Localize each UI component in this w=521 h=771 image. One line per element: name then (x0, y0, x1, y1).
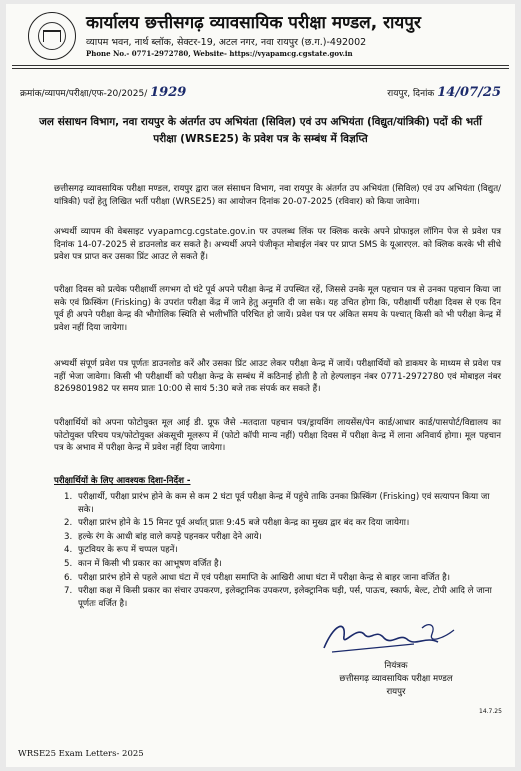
paragraph-3: परीक्षा दिवस को प्रत्येक परीक्षार्थी लगभग दो घंटे पूर्व अपने परीक्षा केन्द्र में उपस्थित रहें, जिससे उनके मूल पहचान पत्र से उनका पहचान किया जा सके एवं फ्रिस्किंग (Frisking) के उपरांत परीक्षा केंद्र में जाने हेतु अनुमति दी जा सके। यह उचित होगा कि, परीक्षार्थी परीक्षा दिवस से एक दिन पूर्व ही अपने परीक्षा केन्द्र की भौगोलिक स्थिति से भलीभाँति परिचित हो जायें। प्रवेश पत्र पर अंकित समय के पश्चात् किसी को भी परीक्षा केन्द्र में प्रवेश नहीं दिया जायेगा। (54, 285, 501, 333)
list-item: 4. फुटवियर के रूप में चप्पल पहनें। (64, 545, 178, 556)
paragraph-1: छत्तीसगढ़ व्यावसायिक परीक्षा मण्डल, रायपुर द्वारा जल संसाधन विभाग, नवा रायपुर के अंतर्गत उप अभियंता (सिविल) एवं उप अभियंता (विद्युत/यांत्रिकी) पदों हेतु लिखित भर्ती परीक्षा (WRSE25) का आयोजन दिनांक 20-07-2025 (रविवार) को किया जावेगा। (54, 184, 501, 207)
list-item: 5. कान में किसी भी प्रकार का आभूषण वर्जित है। (64, 558, 222, 569)
signatory-organization: छत्तीसगढ़ व्यावसायिक परीक्षा मण्डल (339, 674, 453, 684)
signatory-city: रायपुर (386, 687, 406, 697)
org-contact: Phone No.- 0771-2972780, Website- https://vyapamcg.cgstate.gov.in (86, 49, 353, 58)
date-line (387, 85, 501, 100)
list-item: 6. परीक्षा प्रारंभ होने से पहले आधा घंटा में एवं परीक्षा समाप्ति के आखिरी आधा घंटा में परीक्षा केन्द्र से बाहर जाना वर्जित है। (64, 572, 450, 583)
instructions-list (64, 491, 496, 611)
stamp-date: 14.7.25 (479, 708, 502, 715)
date-label: रायपुर, दिनांक (387, 89, 435, 99)
instructions-heading: परीक्षार्थियों के लिए आवश्यक दिशा-निर्देश - (54, 476, 191, 486)
page-footer: WRSE25 Exam Letters- 2025 (18, 749, 144, 759)
list-item: 7. परीक्षा कक्ष में किसी प्रकार का संचार उपकरण, इलेक्ट्रानिक उपकरण, इलेक्ट्रानिक घड़ी, पर्स, पाऊच, स्कार्फ, बेल्ट, टोपी आदि ले जाना पूर्णतः वर्जित है। (64, 586, 492, 609)
list-item: 3. हल्के रंग के आधी बांह वाले कपड़े पहनकर परीक्षा देने आये। (64, 531, 262, 542)
vyapam-logo (28, 12, 76, 60)
list-item: 2. परीक्षा प्रारंभ होने के 15 मिनट पूर्व अर्थात् प्रातः 9:45 बजे परीक्षा केन्द्र का मुख्य द्वार बंद कर दिया जायेगा। (64, 518, 410, 529)
paragraph-2: अभ्यर्थी व्यापम की वेबसाइट vyapamcg.cgstate.gov.in पर उपलब्ध लिंक पर क्लिक करके अपने प्रोफाइल लॉगिन पेज से प्रवेश पत्र दिनांक 14-07-2025 से डाउनलोड कर सकते है। अभ्यर्थी अपने पंजीकृत मोबाईल नंबर पर प्राप्त SMS के यूआरएल. को क्लिक करके भी सीधे प्रवेश पत्र प्राप्त कर उसका प्रिंट आउट ले सकते हैं। (54, 227, 501, 263)
org-name: कार्यालय छत्तीसगढ़ व्यावसायिक परीक्षा मण्डल, रायपुर (86, 13, 421, 33)
header-rule (12, 65, 509, 66)
paragraph-4: अभ्यर्थी संपूर्ण प्रवेश पत्र पूर्णतः डाउनलोड करें और उसका प्रिंट आउट लेकर परीक्षा केन्द्र में जायें। परीक्षार्थियों को डाकघर के माध्यम से प्रवेश पत्र नहीं भेजा जावेगा। किसी भी परीक्षार्थी को परीक्षा केन्द्र के सम्बंध में कठिनाई होती है तो हेल्पलाइन नंबर 0771-2972780 एवं मोबाइल नंबर 8269801982 पर समय प्रातः 10:00 से सायं 5:30 बजे तक संपर्क कर सकते हैं। (54, 359, 501, 395)
handwritten-signature (304, 614, 474, 659)
reference-number: 1929 (150, 85, 187, 100)
reference-prefix: क्रमांक/व्यापम/परीक्षा/एफ-20/2025/ (20, 89, 148, 99)
reference-line (20, 85, 186, 100)
document-page (6, 4, 515, 767)
signatory-block (296, 660, 496, 699)
letterhead (6, 4, 515, 74)
signature-drawing (304, 614, 474, 659)
org-address: व्यापम भवन, नार्थ ब्लॉक, सेक्टर-19, अटल नगर, नवा रायपुर (छ.ग.)-492002 (86, 37, 367, 48)
date-value: 14/07/25 (437, 85, 501, 100)
header-rule-thin (12, 68, 509, 69)
list-item: 1. परीक्षार्थी, परीक्षा प्रारंभ होने के कम से कम 2 घंटा पूर्व परीक्षा केन्द्र में पहुंचे ताकि उनका फ्रिस्किंग (Frisking) एवं सत्यापन किया जा सके। (64, 492, 490, 515)
subject-heading: जल संसाधन विभाग, नवा रायपुर के अंतर्गत उप अभियंता (सिविल) एवं उप अभियंता (विद्युत/यांत्रिकी) पदों की भर्ती परीक्षा (WRSE25) के प्रवेश पत्र के सम्बंध में विज्ञप्ति (39, 116, 482, 145)
book-icon (43, 30, 61, 42)
paragraph-5: परीक्षार्थियों को अपना फोटोयुक्त मूल आई डी. प्रूफ जैसे -मतदाता पहचान पत्र/ड्रायविंग लायसेंस/पेन कार्ड/आधार कार्ड/पासपोर्ट/विद्यालय का फोटोयुक्त परिचय पत्र/फोटोयुक्त अंकसूची मूलरूप में (फोटो कॉपी मान्य नहीं) परीक्षा दिवस में परीक्षा केन्द्र में लाना अनिवार्य होगा। मूल पहचान पत्र के अभाव में परीक्षा केन्द्र में प्रवेश नहीं दिया जायेगा। (54, 418, 501, 454)
signatory-designation: नियंत्रक (384, 661, 408, 671)
